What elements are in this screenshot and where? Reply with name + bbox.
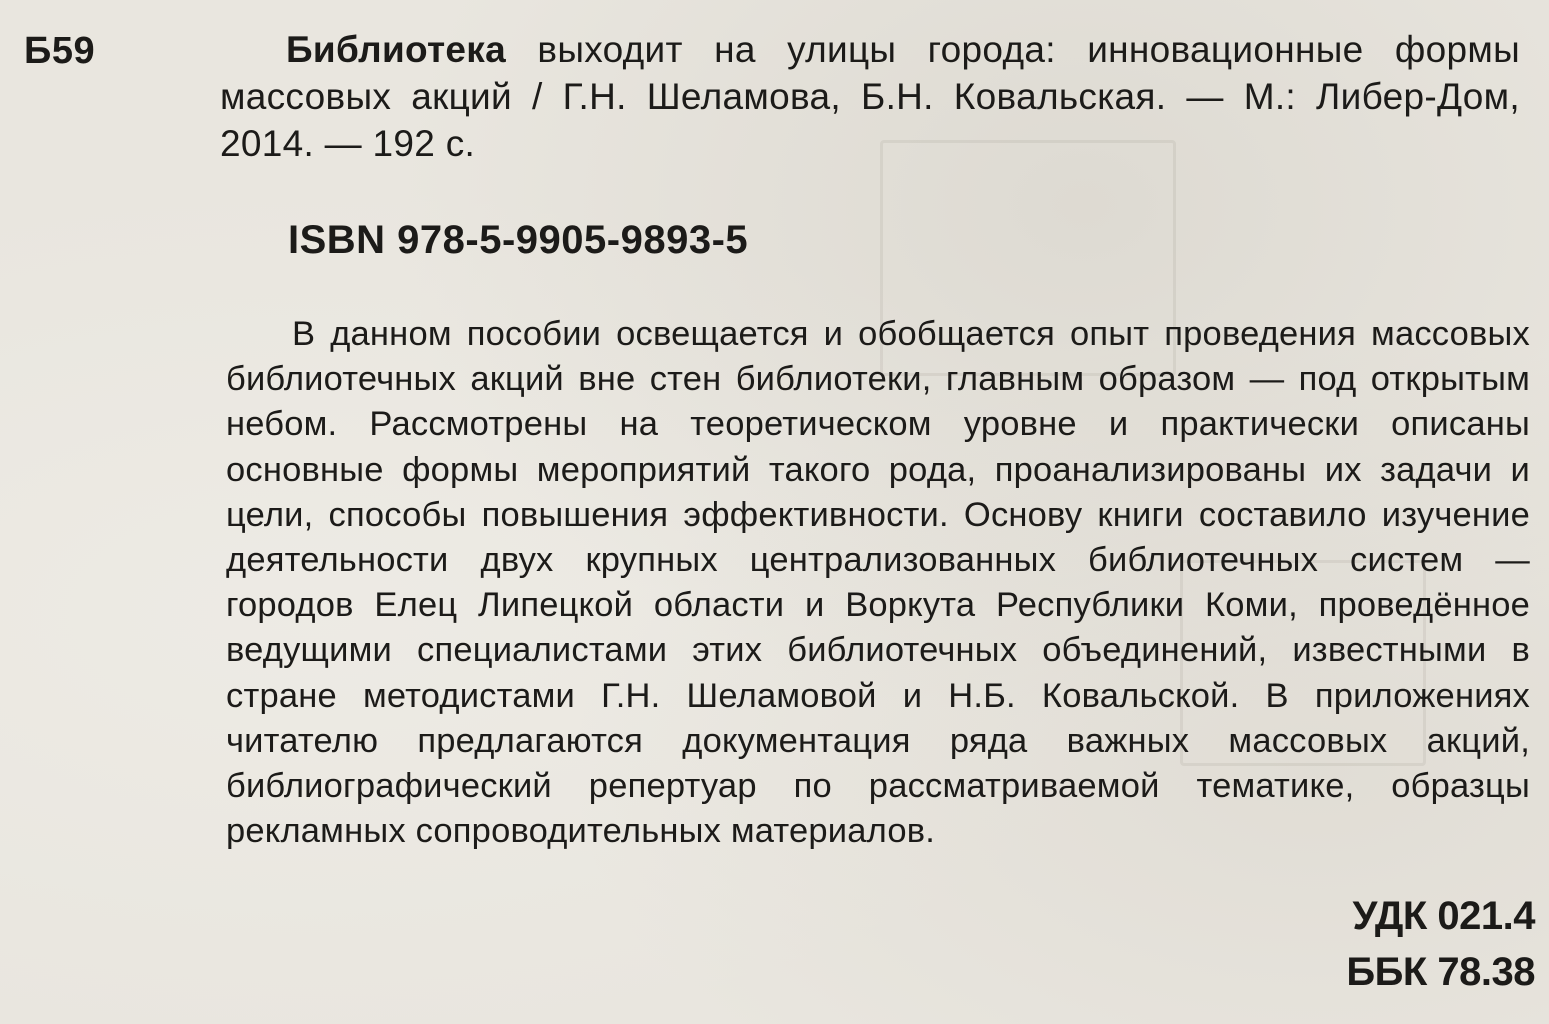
udk-index: УДК 021.4 — [1352, 894, 1535, 938]
isbn-number: ISBN 978-5-9905-9893-5 — [288, 218, 749, 262]
book-title-start: Библиотека — [286, 29, 506, 70]
bibliographic-record — [220, 26, 1520, 167]
bbk-index: ББК 78.38 — [1346, 950, 1535, 994]
bibliographic-details: выходит на улицы города: инновационные формы массовых акций / Г.Н. Шеламова, Б.Н. Ковальская. — М.: Либер-Дом, 2014. — 192 с. — [220, 29, 1520, 164]
classification-indexes — [1346, 888, 1535, 1000]
annotation-text: В данном пособии освещается и обобщается опыт проведения массовых библиотечных акций вне стен библиотеки, главным образом — под открытым небом. Рассмотрены на теоретическом уровне и практически описаны основные формы мероприятий такого рода, проанализированы их задачи и цели, способы повышения эффективности. Основу книги составило изучение деятельности двух крупных централизованных библиотечных систем — городов Елец Липецкой области и Воркута Республики Коми, проведённое ведущими специалистами этих библиотечных объединений, известными в стране методистами Г.Н. Шеламовой и Н.Б. Ковальской. В приложениях читателю предлагаются документация ряда важных массовых акций, библиографический репертуар по рассматриваемой тематике, образцы рекламных сопроводительных материалов. — [226, 315, 1530, 851]
library-code: Б59 — [24, 30, 96, 72]
